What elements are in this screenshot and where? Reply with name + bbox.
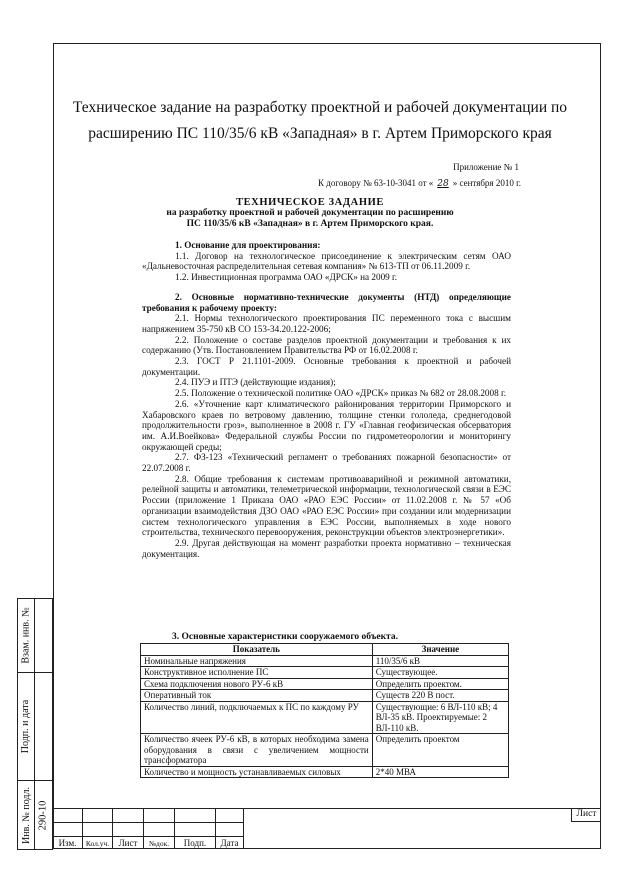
side-stamp-inv-orig	[17, 780, 53, 850]
item-2-8: 2.8. Общие требования к системам противоаварийной и режимной автоматики, релейной защиты и автоматики, телеметрической информации, технологической связи в ЕЭС России (приложение 1 Приказа ОАО «РАО ЕЭС России» от 11.02.2008 г. № 57 «Об организации взаимодействия ДЗО ОАО «РАО ЕЭС России» при создании или модернизации систем технологического управления в ЕЭС России, выполняемых в ходе нового строительства, технического перевооружения, реконструкции объектов электроэнергетики».	[142, 473, 511, 538]
document-body	[142, 240, 511, 559]
item-1-2: 1.2. Инвестиционная программа ОАО «ДРСК» на 2009 г.	[175, 272, 398, 283]
inv-orig-label: Инв. № подл.	[20, 786, 32, 844]
item-1-1: 1.1. Договор на технологическое присоединение к электрическим сетям ОАО «Дальневосточная распределительная сетевая компания» № 613-ТП от 06.11.2009 г.	[142, 250, 511, 272]
table-cell-parameter: Конструктивное исполнение ПС	[141, 667, 373, 679]
tz-subtitle-2: ПС 110/35/6 кВ «Западная» в г. Артем Приморского края.	[186, 219, 434, 229]
sheet-label: Лист	[571, 808, 601, 822]
column-header-parameter: Показатель	[141, 644, 373, 656]
item-2-4: 2.4. ПУЭ и ПТЭ (действующие издания);	[175, 377, 336, 388]
table-row	[141, 678, 509, 690]
inv-orig-value: 290-10	[37, 800, 49, 830]
item-2-3: 2.3. ГОСТ Р 21.1101-2009. Основные требования к проектной и рабочей документации.	[142, 356, 511, 377]
table-cell-value: Существ 220 В пост.	[372, 690, 508, 702]
table-header-row	[141, 644, 509, 656]
replace-inv-label: Взам. инв. №	[20, 607, 32, 664]
table-row	[141, 766, 509, 778]
title-block	[53, 808, 601, 849]
table-cell-parameter: Номинальные напряжения	[141, 655, 373, 667]
table-cell-value: Определить проектом	[372, 734, 508, 767]
col-podp: Подп.	[183, 838, 207, 848]
table-cell-value: Существующие: 6 ВЛ-110 кВ; 4 ВЛ-35 кВ. Проектируемые: 2 ВЛ-110 кВ.	[372, 701, 508, 734]
table-cell-parameter: Схема подключения нового РУ-6 кВ	[141, 678, 373, 690]
table-cell-parameter: Количество и мощность устанавливаемых силовых	[141, 766, 373, 778]
table-cell-parameter: Количество ячеек РУ-6 кВ, в которых необходима замена оборудования в связи с увеличением мощности трансформатора	[141, 734, 373, 767]
side-stamp-sign-date	[17, 672, 53, 781]
col-kol-uch: Кол.уч.	[85, 839, 110, 848]
table-cell-parameter: Количество линий, подключаемых к ПС по каждому РУ	[141, 701, 373, 734]
contract-day-handwritten: 28	[437, 179, 449, 189]
document-title-line-1: Техническое задание на разработку проектной и рабочей документации по	[72, 99, 568, 116]
tz-heading	[110, 197, 510, 230]
table-row	[141, 701, 509, 734]
item-2-6: 2.6. «Уточнение карт климатического районирования территории Приморского и Хабаровского краев по ветровому давлению, толщине стенки гололеда, среднегодовой продолжительности гроз», выполненное в 2008 г. ГУ «Главная геофизическая обсерватория им. А.И.Воейкова» Федеральной службы России по гидрометеорологии и мониторингу окружающей среды;	[142, 398, 511, 452]
item-2-9: 2.9. Другая действующая на момент разработки проекта нормативно – техническая документация.	[142, 537, 511, 559]
section-3-title: 3. Основные характеристики сооружаемого объекта.	[172, 632, 398, 642]
characteristics-table	[140, 643, 509, 778]
tz-subtitle-1: на разработку проектной и рабочей документации по расширению	[166, 208, 454, 218]
document-title	[60, 95, 580, 147]
contract-suffix: » сентября 2010 г.	[452, 178, 521, 188]
sign-date-label: Подп. и дата	[20, 699, 32, 754]
col-data: Дата	[220, 838, 239, 848]
table-cell-parameter: Оперативный ток	[141, 690, 373, 702]
section-2-title: 2. Основные нормативно-технические документы (НТД) определяющие требования к рабочему проекту:	[142, 291, 511, 313]
table-row	[141, 655, 509, 667]
table-cell-value: Существующее.	[372, 667, 508, 679]
appendix-label: Приложение № 1	[453, 162, 519, 172]
side-stamp-replace-inv	[17, 598, 53, 673]
table-cell-value: 2*40 МВА	[372, 766, 508, 778]
replace-inv-value	[34, 599, 52, 672]
table-cell-value: Определить проектом.	[372, 678, 508, 690]
contract-reference	[318, 178, 521, 189]
contract-prefix: К договору № 63-10-3041 от «	[318, 178, 434, 188]
document-title-line-2: расширению ПС 110/35/6 кВ «Западная» в г. Артем Приморского края	[88, 125, 552, 142]
item-2-2: 2.2. Положение о составе разделов проектной документации и требования к их содержанию (Утв. Постановлением Правительства РФ от 16.02.2008 г.	[142, 334, 511, 356]
table-row	[141, 734, 509, 767]
tz-title: ТЕХНИЧЕСКОЕ ЗАДАНИЕ	[235, 197, 385, 208]
table-row	[141, 690, 509, 702]
item-2-7: 2.7. ФЗ-123 «Технический регламент о требованиях пожарной безопасности» от 22.07.2008 г.	[142, 452, 511, 474]
table-row	[141, 667, 509, 679]
item-2-1: 2.1. Нормы технологического проектирования ПС переменного тока с высшим напряжением 35-750 кВ СО 153-34.20.122-2006;	[142, 313, 511, 334]
column-header-value: Значение	[372, 644, 508, 656]
col-izm: Изм.	[58, 838, 77, 848]
sign-date-value	[34, 673, 52, 780]
table-cell-value: 110/35/6 кВ	[372, 655, 508, 667]
col-list: Лист	[118, 838, 138, 848]
col-doc-no: №док.	[148, 839, 170, 848]
title-block-main	[244, 808, 571, 849]
section-1-title: 1. Основание для проектирования:	[175, 240, 321, 250]
item-2-5: 2.5. Положение о технической политике ОАО «ДРСК» приказ № 682 от 28.08.2008 г.	[175, 388, 507, 399]
